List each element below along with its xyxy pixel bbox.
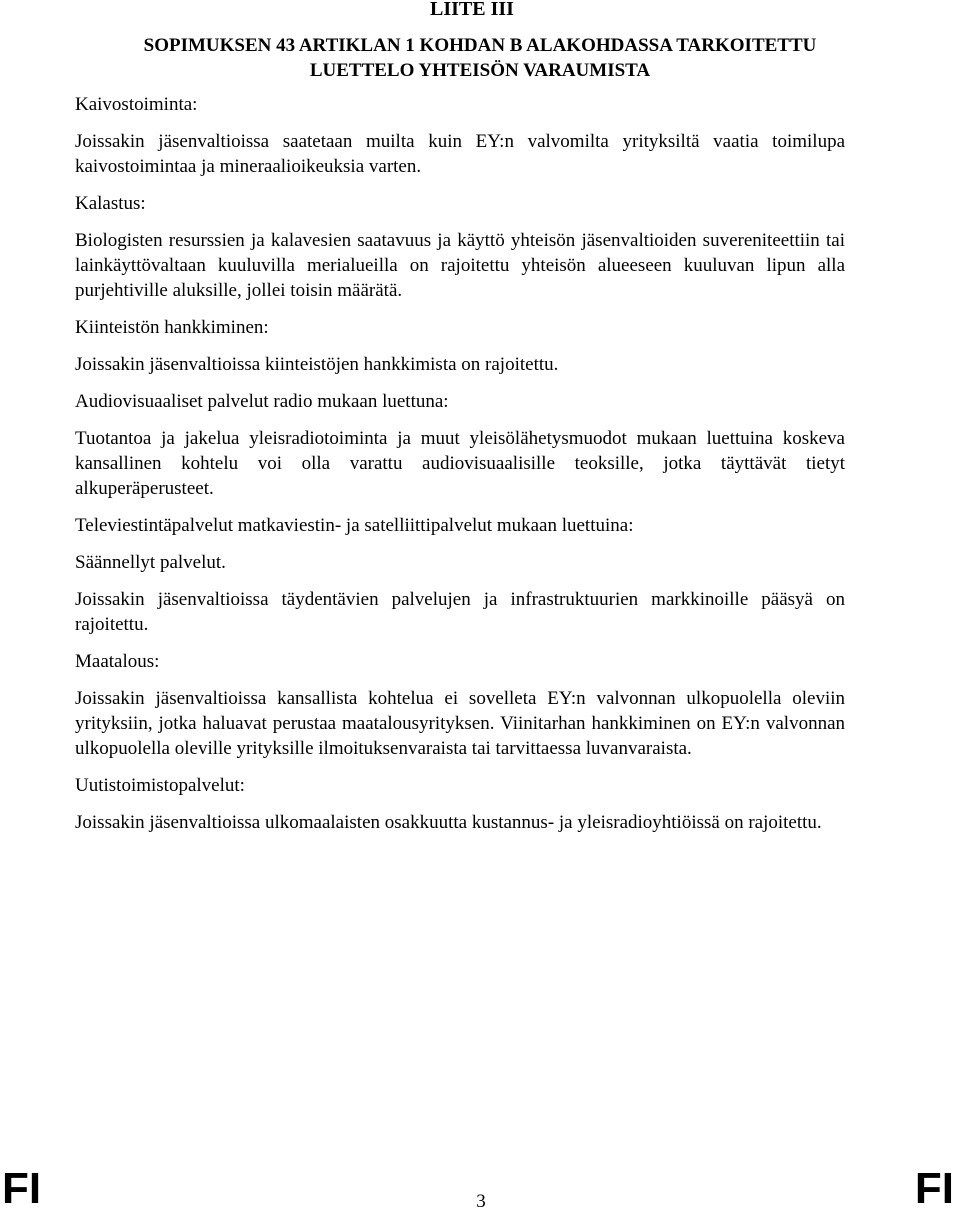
section-text-real-estate: Joissakin jäsenvaltioissa kiinteistöjen hankkimista on rajoitettu. (75, 354, 559, 375)
section-text-telecom: Säännellyt palvelut. (75, 552, 226, 573)
section-text-mining: Joissakin jäsenvaltioissa saatetaan muilta kuin EY:n valvomilta yrityksiltä vaatia toimilupa kaivostoimintaa ja mineraalioikeuksia varten. (75, 131, 845, 177)
title-line-1: SOPIMUKSEN 43 ARTIKLAN 1 KOHDAN B ALAKOHDASSA TARKOITETTU (143, 35, 817, 56)
document-body (75, 92, 845, 835)
document-title (75, 33, 885, 83)
section-heading-news-agency: Uutistoimistopalvelut: (75, 775, 245, 796)
section-heading-audiovisual: Audiovisuaaliset palvelut radio mukaan luettuna: (75, 391, 449, 412)
section-heading-telecom: Televiestintäpalvelut matkaviestin- ja satelliittipalvelut mukaan luettuina: (75, 515, 634, 536)
section-text-fishing: Biologisten resurssien ja kalavesien saatavuus ja käyttö yhteisön jäsenvaltioiden suvereniteettiin tai lainkäyttövaltaan kuuluvilla merialueilla on rajoitettu yhteisön alueeseen kuuluvan lipun alla purjehtiville aluksille, jollei toisin määrätä. (75, 230, 845, 301)
section-text-audiovisual: Tuotantoa ja jakelua yleisradiotoiminta ja muut yleisölähetysmuodot mukaan luettuina koskeva kansallinen kohtelu voi olla varattu audiovisuaalisille teoksille, jotka täyttävät tietyt alkuperäperusteet. (75, 428, 845, 499)
section-text-agriculture: Joissakin jäsenvaltioissa kansallista kohtelua ei sovelleta EY:n valvonnan ulkopuolella oleviin yrityksiin, jotka haluavat perustaa maatalousyrityksen. Viinitarhan hankkiminen on EY:n valvonnan ulkopuolella oleville yrityksille ilmoituksenvaraista tai tarvittaessa luvanvaraista. (75, 688, 845, 759)
footer-language-code-left: FI (2, 1164, 42, 1213)
section-heading-agriculture: Maatalous: (75, 651, 160, 672)
page-number: 3 (476, 1191, 486, 1212)
section-text-telecom-2: Joissakin jäsenvaltioissa täydentävien palvelujen ja infrastruktuurien markkinoille pääsyä on rajoitettu. (75, 589, 845, 635)
section-heading-mining: Kaivostoiminta: (75, 94, 198, 115)
section-heading-real-estate: Kiinteistön hankkiminen: (75, 317, 269, 338)
section-text-news-agency: Joissakin jäsenvaltioissa ulkomaalaisten osakkuutta kustannus- ja yleisradioyhtiöissä on rajoitettu. (75, 812, 822, 833)
annex-label: LIITE III (430, 0, 514, 20)
title-line-2: LUETTELO YHTEISÖN VARAUMISTA (309, 60, 651, 81)
footer-language-code-right: FI (914, 1164, 954, 1213)
section-heading-fishing: Kalastus: (75, 193, 146, 214)
